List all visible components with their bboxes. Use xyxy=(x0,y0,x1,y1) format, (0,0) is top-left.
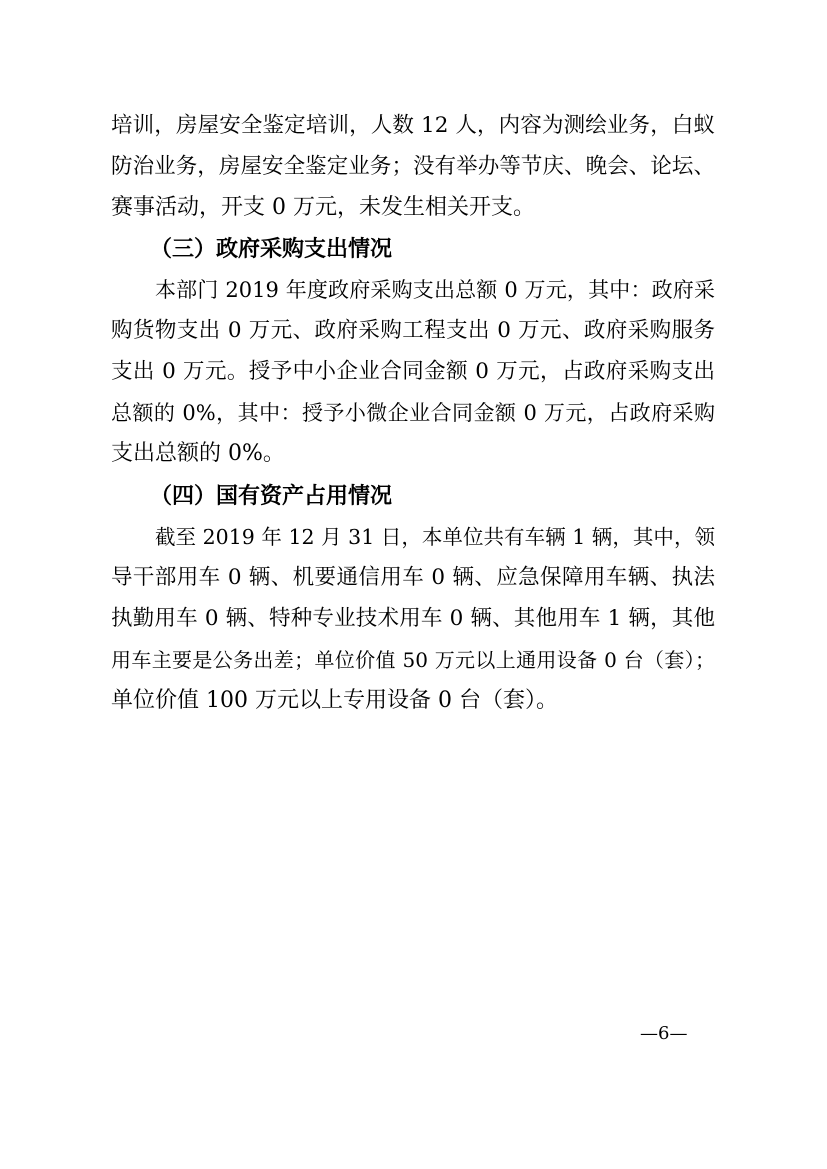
section-heading-government-procurement: （三）政府采购支出情况 xyxy=(150,236,393,262)
paragraph-1-line-1: 培训，房屋安全鉴定培训，人数 12 人，内容为测绘业务，白蚁 xyxy=(111,113,715,138)
paragraph-2-line-5: 支出总额的 0%。 xyxy=(111,441,285,466)
paragraph-3-line-4: 用车主要是公务出差；单位价值 50 万元以上通用设备 0 台（套）； xyxy=(111,648,715,672)
paragraph-2-line-1: 本部门 2019 年度政府采购支出总额 0 万元，其中：政府采 xyxy=(155,278,715,302)
paragraph-1-line-3: 赛事活动，开支 0 万元，未发生相关开支。 xyxy=(111,195,535,220)
paragraph-3-line-2: 导干部用车 0 辆、机要通信用车 0 辆、应急保障用车辆、执法 xyxy=(111,565,715,590)
page-number: —6— xyxy=(640,1023,688,1044)
paragraph-3-line-5: 单位价值 100 万元以上专用设备 0 台（套）。 xyxy=(111,688,558,713)
paragraph-2-line-2: 购货物支出 0 万元、政府采购工程支出 0 万元、政府采购服务 xyxy=(111,318,715,343)
paragraph-2-line-4: 总额的 0%，其中：授予小微企业合同金额 0 万元，占政府采购 xyxy=(111,401,715,425)
paragraph-3-line-1: 截至 2019 年 12 月 31 日，本单位共有车辆 1 辆，其中，领 xyxy=(155,525,715,549)
paragraph-1-line-2: 防治业务，房屋安全鉴定业务；没有举办等节庆、晚会、论坛、 xyxy=(111,154,715,179)
paragraph-2-line-3: 支出 0 万元。授予中小企业合同金额 0 万元，占政府采购支出 xyxy=(111,359,715,384)
section-heading-state-assets: （四）国有资产占用情况 xyxy=(150,483,393,509)
paragraph-3-line-3: 执勤用车 0 辆、特种专业技术用车 0 辆、其他用车 1 辆，其他 xyxy=(111,606,715,631)
